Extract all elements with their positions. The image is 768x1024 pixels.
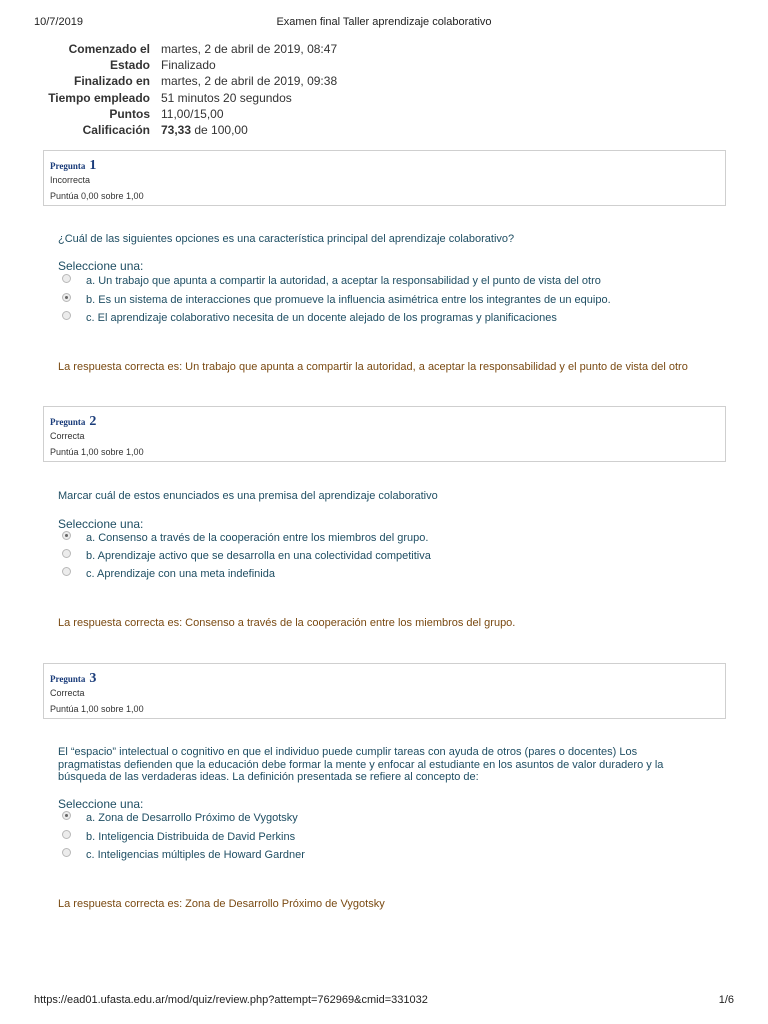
- print-date: 10/7/2019: [34, 16, 83, 28]
- question-grade: Puntúa 1,00 sobre 1,00: [50, 704, 144, 714]
- print-header: [34, 16, 734, 30]
- summary-row-points: [34, 106, 534, 122]
- answer-option[interactable]: a. Zona de Desarrollo Próximo de Vygotsky: [62, 812, 298, 828]
- radio-button[interactable]: [62, 311, 71, 320]
- correct-answer-feedback: La respuesta correcta es: Consenso a través de la cooperación entre los miembros del grupo.: [58, 617, 516, 629]
- attempt-summary: [34, 41, 534, 138]
- answer-option[interactable]: b. Es un sistema de interacciones que promueve la influencia asimétrica entre los integrantes de un equipo.: [62, 294, 611, 310]
- print-footer: [34, 994, 734, 1008]
- radio-button[interactable]: [62, 830, 71, 839]
- answer-prompt: Seleccione una:: [58, 259, 144, 273]
- summary-value: 11,00/15,00: [161, 106, 224, 121]
- answer-prompt: Seleccione una:: [58, 517, 144, 531]
- question-info-3: [43, 663, 726, 719]
- radio-button[interactable]: [62, 274, 71, 283]
- radio-button-checked[interactable]: [62, 293, 71, 302]
- question-text: El “espacio” intelectual o cognitivo en que el individuo puede cumplir tareas con ayuda de otros (pares o docentes) Los pragmatistas defienden que la educación debe formar la mente y enfocar al estudiante en los asuntos de valor duradero y la búsqueda de las verdaderas ideas. La definición presentada se refiere al concepto de:: [58, 746, 664, 783]
- summary-row-state: [34, 57, 534, 73]
- question-text: ¿Cuál de las siguientes opciones es una característica principal del aprendizaje colaborativo?: [58, 233, 515, 245]
- question-state: Incorrecta: [50, 175, 91, 185]
- answer-option[interactable]: a. Consenso a través de la cooperación entre los miembros del grupo.: [62, 532, 428, 548]
- summary-row-finished: [34, 73, 534, 89]
- summary-label: Calificación: [82, 122, 150, 137]
- correct-answer-feedback: La respuesta correcta es: Un trabajo que apunta a compartir la autoridad, a aceptar la responsabilidad y el punto de vista del otro: [58, 361, 688, 373]
- question-info-2: [43, 406, 726, 462]
- summary-label: Estado: [109, 58, 150, 73]
- radio-button-checked[interactable]: [62, 811, 71, 820]
- grade-max: de 100,00: [191, 122, 248, 137]
- summary-label: Puntos: [109, 106, 150, 121]
- radio-button-checked[interactable]: [62, 531, 71, 540]
- summary-label: Comenzado el: [68, 42, 150, 56]
- question-info-1: [43, 150, 726, 206]
- grade-score: 73,33: [161, 122, 192, 137]
- correct-answer-feedback: La respuesta correcta es: Zona de Desarrollo Próximo de Vygotsky: [58, 898, 385, 910]
- question-text: Marcar cuál de estos enunciados es una premisa del aprendizaje colaborativo: [58, 490, 438, 502]
- print-title: Examen final Taller aprendizaje colaborativo: [276, 16, 492, 28]
- question-grade: Puntúa 0,00 sobre 1,00: [50, 191, 144, 201]
- answer-option[interactable]: a. Un trabajo que apunta a compartir la autoridad, a aceptar la responsabilidad y el punto de vista del otro: [62, 275, 601, 291]
- page-url: https://ead01.ufasta.edu.ar/mod/quiz/review.php?attempt=762969&cmid=331032: [34, 994, 428, 1006]
- answer-option[interactable]: c. Aprendizaje con una meta indefinida: [62, 568, 275, 584]
- answer-option[interactable]: c. El aprendizaje colaborativo necesita de un docente alejado de los programas y planificaciones: [62, 312, 557, 328]
- summary-value: 51 minutos 20 segundos: [161, 90, 292, 105]
- radio-button[interactable]: [62, 549, 71, 558]
- radio-button[interactable]: [62, 848, 71, 857]
- summary-label: Finalizado en: [73, 74, 150, 89]
- answer-prompt: Seleccione una:: [58, 797, 144, 811]
- summary-value: martes, 2 de abril de 2019, 09:38: [161, 74, 338, 89]
- answer-option[interactable]: b. Aprendizaje activo que se desarrolla en una colectividad competitiva: [62, 550, 431, 566]
- summary-row-time-taken: [34, 90, 534, 106]
- answer-option[interactable]: b. Inteligencia Distribuida de David Perkins: [62, 831, 295, 847]
- page-number: 1/6: [718, 994, 734, 1006]
- summary-value: Finalizado: [161, 58, 216, 73]
- answer-option[interactable]: c. Inteligencias múltiples de Howard Gardner: [62, 849, 305, 865]
- question-number: Pregunta 3: [50, 671, 97, 686]
- summary-label: Tiempo empleado: [48, 90, 150, 105]
- question-state: Correcta: [50, 688, 85, 698]
- summary-row-grade: [34, 122, 534, 138]
- question-state: Correcta: [50, 431, 85, 441]
- question-grade: Puntúa 1,00 sobre 1,00: [50, 447, 144, 457]
- summary-row-started: [34, 41, 534, 57]
- summary-value: martes, 2 de abril de 2019, 08:47: [161, 42, 338, 56]
- question-number: Pregunta 2: [50, 414, 97, 429]
- question-number: Pregunta 1: [50, 158, 97, 173]
- radio-button[interactable]: [62, 567, 71, 576]
- summary-value: [161, 122, 248, 138]
